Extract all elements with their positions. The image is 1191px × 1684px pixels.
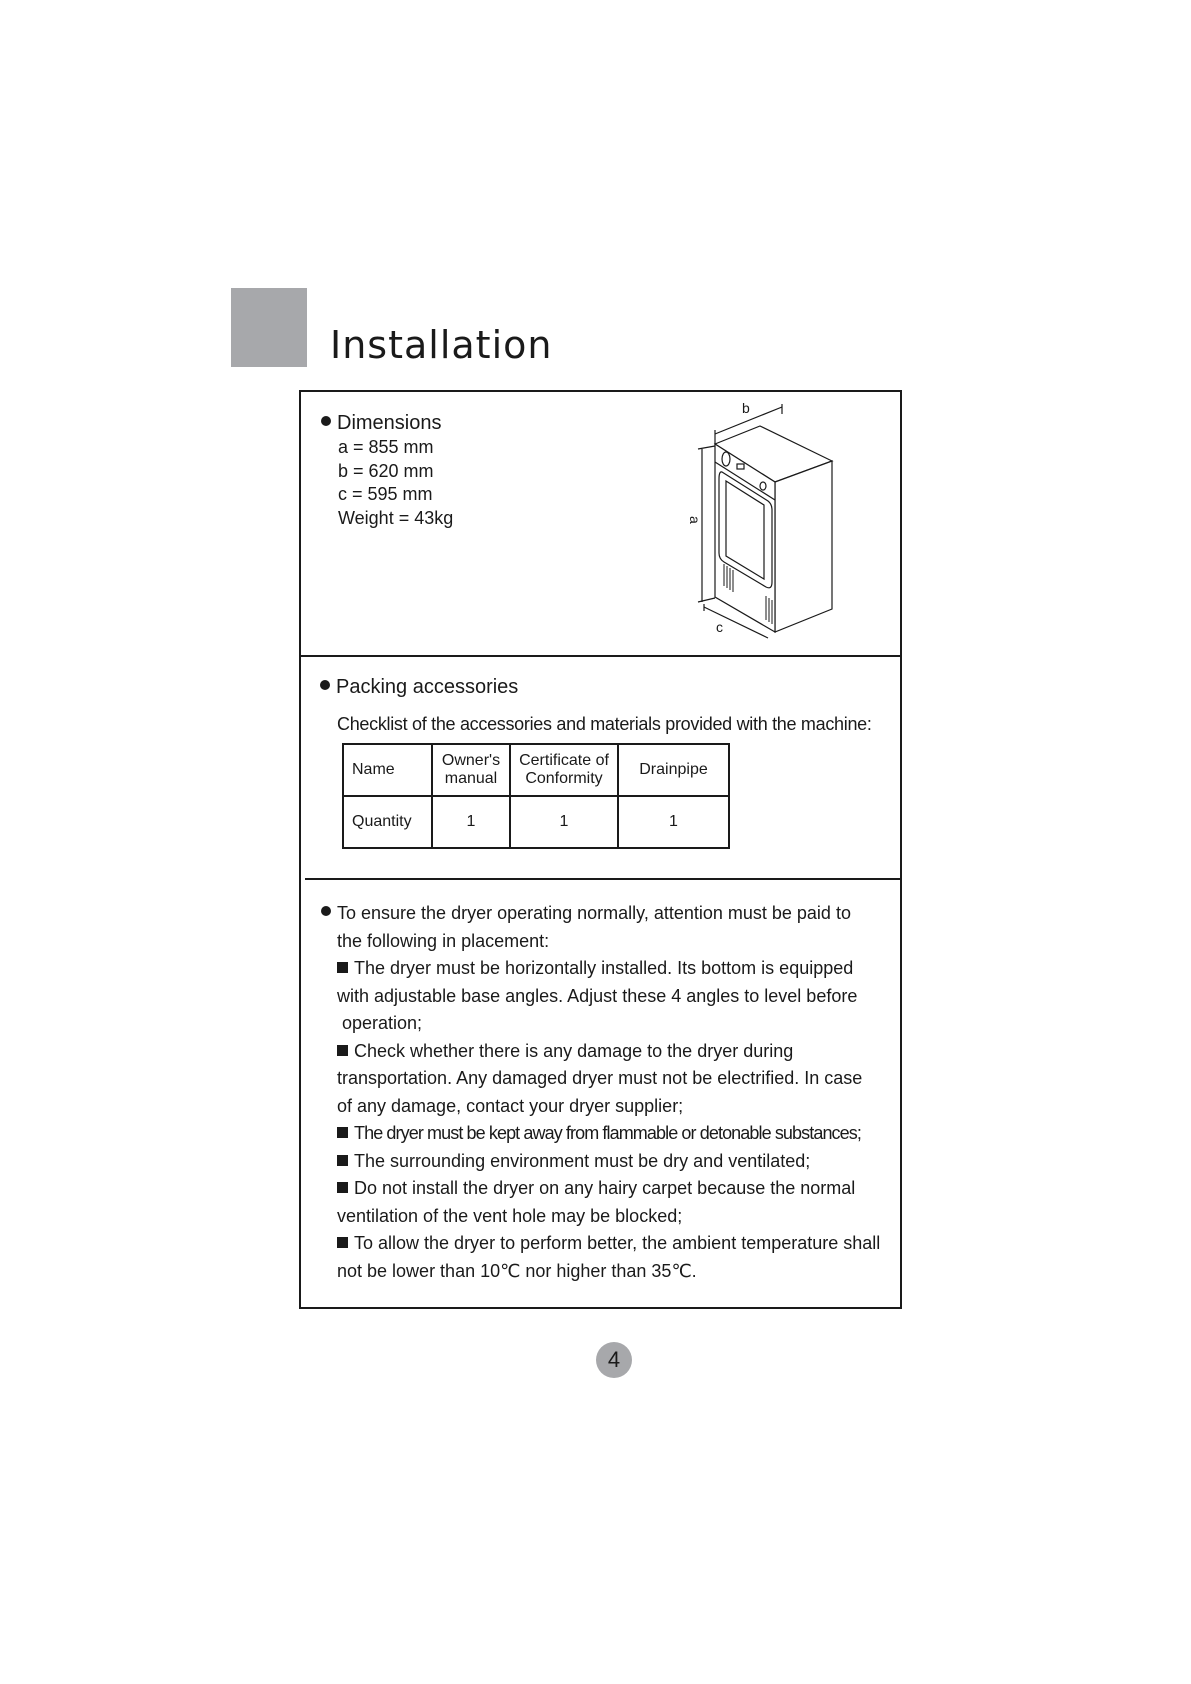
accessory-name-cell: Certificate of Conformity: [510, 744, 618, 796]
table-row: [343, 744, 729, 796]
section-divider: [305, 878, 900, 880]
page-number: 4: [596, 1342, 632, 1378]
dimension-b-label: b: [742, 400, 750, 416]
square-bullet-icon: [337, 962, 348, 973]
notes-line: ventilation of the vent hole may be blocked;: [337, 1205, 683, 1226]
page-title: Installation: [330, 323, 553, 367]
bullet-icon: [320, 680, 330, 690]
notes-line: The dryer must be horizontally installed. Its bottom is equipped: [321, 955, 896, 983]
name-header: Name: [343, 744, 432, 796]
square-bullet-icon: [337, 1045, 348, 1056]
quantity-cell: 1: [510, 796, 618, 848]
notes-line: To ensure the dryer operating normally, attention must be paid to: [321, 900, 896, 928]
bullet-icon: [321, 906, 331, 916]
section-tab-marker: [231, 288, 307, 367]
notes-line: The surrounding environment must be dry and ventilated;: [321, 1148, 896, 1176]
notes-line: To allow the dryer to perform better, the ambient temperature shall: [321, 1230, 896, 1258]
bullet-icon: [321, 416, 331, 426]
section-divider: [301, 655, 900, 657]
dimension-a-tick-top: [698, 446, 715, 449]
weight: Weight = 43kg: [338, 507, 454, 528]
accessory-name-cell: Owner's manual: [432, 744, 510, 796]
dryer-side-face: [775, 461, 832, 632]
dryer-dimension-figure: [687, 400, 880, 635]
square-bullet-icon: [337, 1127, 348, 1138]
quantity-cell: 1: [618, 796, 729, 848]
dimension-c-label: c: [716, 619, 723, 635]
notes-line: of any damage, contact your dryer supplier;: [337, 1095, 684, 1116]
notes-line: not be lower than 10℃ nor higher than 35℃.: [337, 1260, 697, 1281]
dimension-a: a = 855 mm: [338, 437, 434, 457]
notes-line: Check whether there is any damage to the dryer during: [321, 1038, 896, 1066]
notes-line: Do not install the dryer on any hairy carpet because the normal: [321, 1175, 896, 1203]
table-row: [343, 796, 729, 848]
dimensions-heading: Dimensions: [321, 413, 441, 433]
notes-line: operation;: [342, 1013, 423, 1033]
notes-line: transportation. Any damaged dryer must not be electrified. In case: [337, 1068, 863, 1088]
dimension-c: c = 595 mm: [338, 484, 433, 504]
content-frame: [299, 390, 902, 1309]
quantity-cell: 1: [432, 796, 510, 848]
square-bullet-icon: [337, 1237, 348, 1248]
quantity-header: Quantity: [343, 796, 432, 848]
accessory-name-cell: Drainpipe: [618, 744, 729, 796]
placement-notes: [321, 900, 896, 1285]
dimension-a-tick-bottom: [698, 598, 715, 602]
notes-line: with adjustable base angles. Adjust these 4 angles to level before: [337, 985, 858, 1006]
square-bullet-icon: [337, 1182, 348, 1193]
notes-line: The dryer must be kept away from flammable or detonable substances;: [321, 1120, 896, 1148]
square-bullet-icon: [337, 1155, 348, 1166]
dimensions-list: [338, 436, 453, 530]
dimension-a-label: a: [687, 516, 703, 524]
packing-checklist-text: Checklist of the accessories and materials provided with the machine:: [337, 714, 872, 734]
packing-heading: Packing accessories: [320, 677, 518, 697]
dimension-b: b = 620 mm: [338, 460, 434, 481]
accessories-table: [342, 743, 730, 849]
notes-line: the following in placement:: [337, 930, 550, 951]
